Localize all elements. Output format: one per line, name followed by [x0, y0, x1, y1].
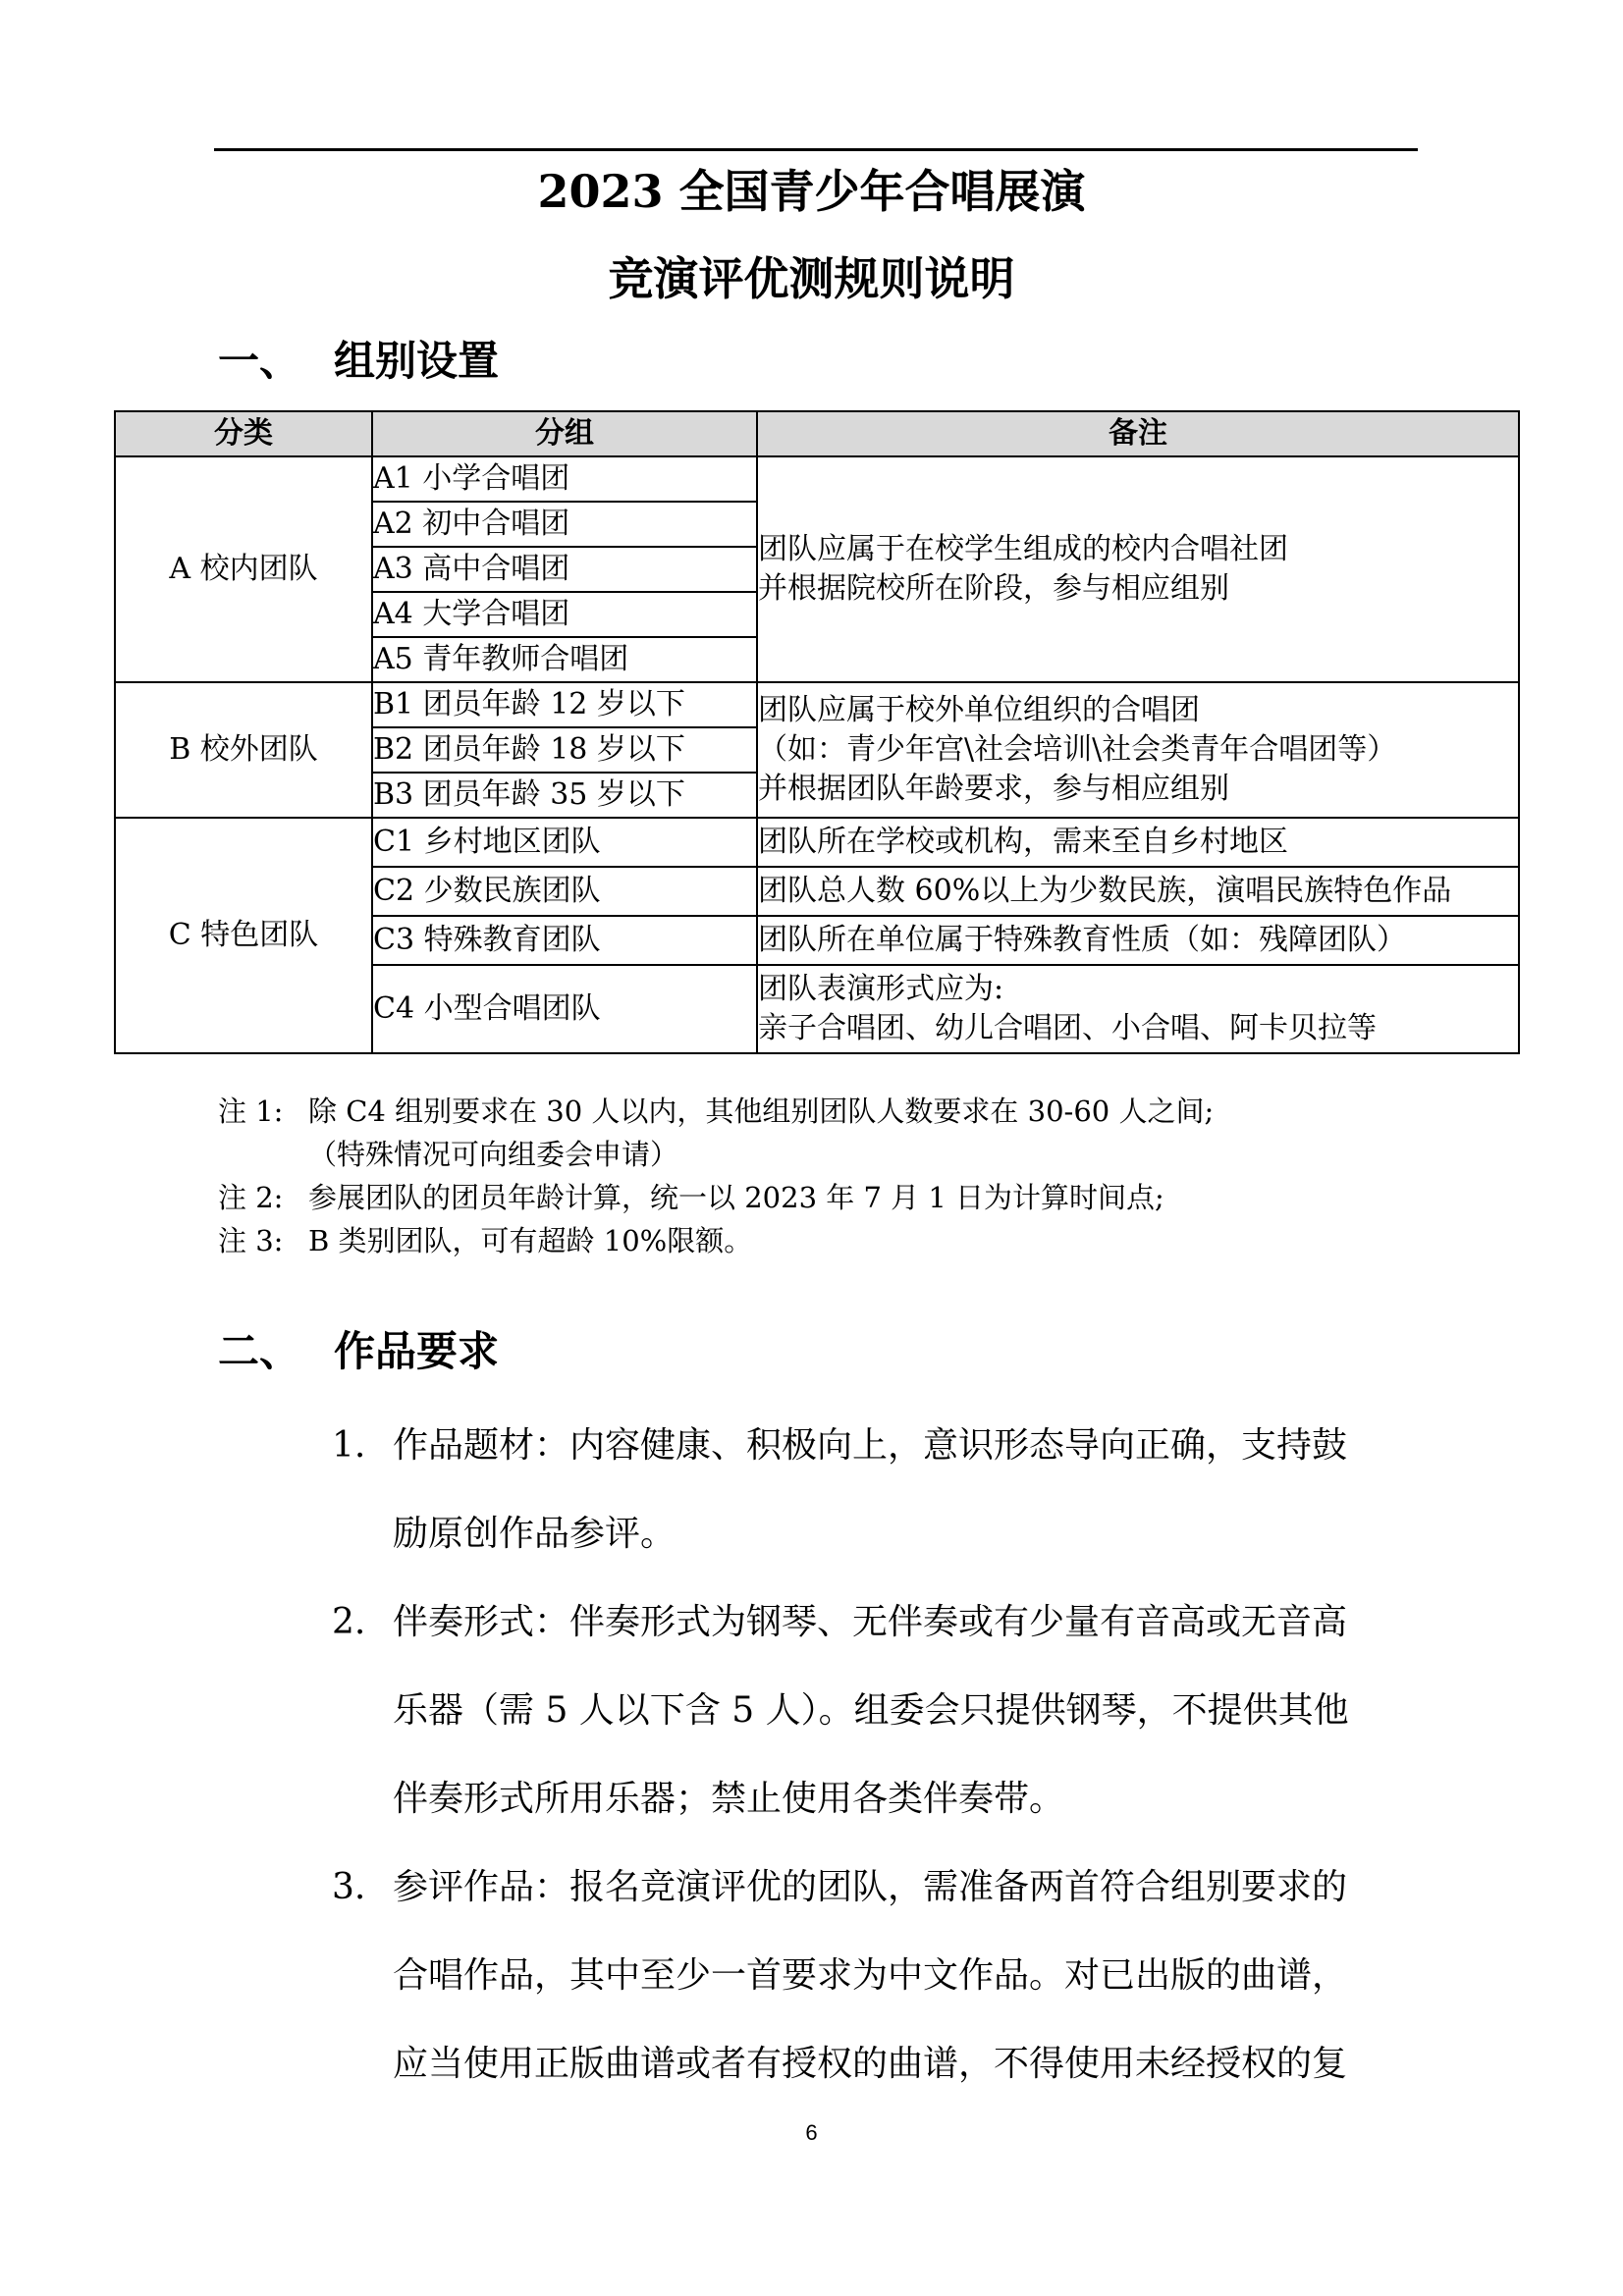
remarks-line: 团队应属于在校学生组成的校内合唱社团: [758, 532, 1288, 566]
page-number: 6: [805, 2120, 818, 2145]
table-header-row: [115, 411, 1519, 456]
note-1: [218, 1090, 1214, 1176]
group-cell: C2 少数民族团队: [372, 867, 757, 916]
item-number: 1.: [332, 1425, 366, 1466]
note-3: [218, 1219, 1214, 1262]
group-table: [114, 410, 1520, 1054]
table-row: [115, 818, 1519, 867]
section-heading-1: [218, 334, 499, 389]
group-cell: B1 团员年龄 12 岁以下: [372, 682, 757, 727]
group-cell: B3 团员年龄 35 岁以下: [372, 773, 757, 818]
group-cell: B2 团员年龄 18 岁以下: [372, 727, 757, 773]
category-cell: A 校内团队: [115, 456, 372, 682]
remarks-cell: [757, 682, 1519, 818]
section-title: 作品要求: [334, 1327, 500, 1375]
item-line: 作品题材：内容健康、积极向上，意识形态导向正确，支持鼓: [393, 1425, 1348, 1466]
table-row: [115, 456, 1519, 502]
group-cell: C3 特殊教育团队: [372, 916, 757, 965]
item-number: 2.: [332, 1602, 366, 1642]
header-group: 分组: [372, 411, 757, 456]
notes-block: [218, 1090, 1214, 1262]
group-cell: A3 高中合唱团: [372, 547, 757, 592]
item-line: 合唱作品，其中至少一首要求为中文作品。对已出版的曲谱，: [393, 1955, 1348, 1996]
title-line-2: 竞演评优测规则说明: [608, 252, 1015, 305]
note-2: [218, 1176, 1214, 1219]
item-line: 应当使用正版曲谱或者有授权的曲谱，不得使用未经授权的复: [393, 2044, 1348, 2084]
item-line: 励原创作品参评。: [393, 1514, 676, 1554]
note-text: 除 C4 组别要求在 30 人以内，其他组别团队人数要求在 30-60 人之间;: [308, 1095, 1215, 1128]
note-label: 注 3:: [218, 1224, 284, 1257]
section-number: 二、: [218, 1327, 301, 1375]
group-cell: A1 小学合唱团: [372, 456, 757, 502]
remarks-line: 团队所在学校或机构，需来至自乡村地区: [758, 825, 1288, 859]
remarks-cell: [757, 965, 1519, 1053]
remarks-cell: [757, 818, 1519, 867]
title-line-1: 2023 全国青少年合唱展演: [537, 165, 1086, 218]
note-label: 注 1:: [218, 1095, 284, 1128]
header-remarks: 备注: [757, 411, 1519, 456]
list-item: [332, 1402, 1422, 1578]
remarks-line: （如：青少年宫\社会培训\社会类青年合唱团等）: [758, 732, 1397, 767]
remarks-line: 亲子合唱团、幼儿合唱团、小合唱、阿卡贝拉等: [758, 1011, 1377, 1045]
group-cell: A5 青年教师合唱团: [372, 637, 757, 682]
table-row: [115, 682, 1519, 727]
group-cell: C1 乡村地区团队: [372, 818, 757, 867]
item-line: 伴奏形式：伴奏形式为钢琴、无伴奏或有少量有音高或无音高: [393, 1602, 1348, 1642]
section-heading-2: [218, 1324, 499, 1379]
item-number: 3.: [332, 1867, 366, 1907]
remarks-line: 团队应属于校外单位组织的合唱团: [758, 693, 1200, 727]
item-line: 参评作品：报名竞演评优的团队，需准备两首符合组别要求的: [393, 1867, 1348, 1907]
remarks-line: 团队所在单位属于特殊教育性质（如：残障团队）: [758, 923, 1406, 957]
note-text: 参展团队的团员年龄计算，统一以 2023 年 7 月 1 日为计算时间点;: [308, 1181, 1164, 1214]
remarks-cell: [757, 456, 1519, 682]
category-cell: B 校外团队: [115, 682, 372, 818]
note-label: 注 2:: [218, 1181, 284, 1214]
header-category: 分类: [115, 411, 372, 456]
group-cell: A2 初中合唱团: [372, 502, 757, 547]
note-continuation: （特殊情况可向组委会申请）: [308, 1138, 679, 1171]
group-cell: C4 小型合唱团队: [372, 965, 757, 1053]
remarks-line: 团队表演形式应为:: [758, 972, 1004, 1006]
note-text: B 类别团队，可有超龄 10%限额。: [308, 1224, 753, 1257]
section-title: 组别设置: [334, 337, 500, 385]
requirements-list: [332, 1402, 1422, 2109]
category-cell: C 特色团队: [115, 818, 372, 1053]
remarks-cell: [757, 916, 1519, 965]
remarks-line: 并根据院校所在阶段，参与相应组别: [758, 571, 1229, 606]
remarks-line: 团队总人数 60%以上为少数民族，演唱民族特色作品: [758, 874, 1452, 908]
group-cell: A4 大学合唱团: [372, 592, 757, 637]
list-item: [332, 1578, 1422, 1843]
item-line: 乐器（需 5 人以下含 5 人）。组委会只提供钢琴，不提供其他: [393, 1690, 1349, 1731]
remarks-line: 并根据团队年龄要求，参与相应组别: [758, 772, 1229, 806]
remarks-cell: [757, 867, 1519, 916]
top-rule: [214, 148, 1418, 151]
section-number: 一、: [218, 337, 301, 385]
item-line: 伴奏形式所用乐器；禁止使用各类伴奏带。: [393, 1779, 1065, 1819]
list-item: [332, 1843, 1422, 2109]
